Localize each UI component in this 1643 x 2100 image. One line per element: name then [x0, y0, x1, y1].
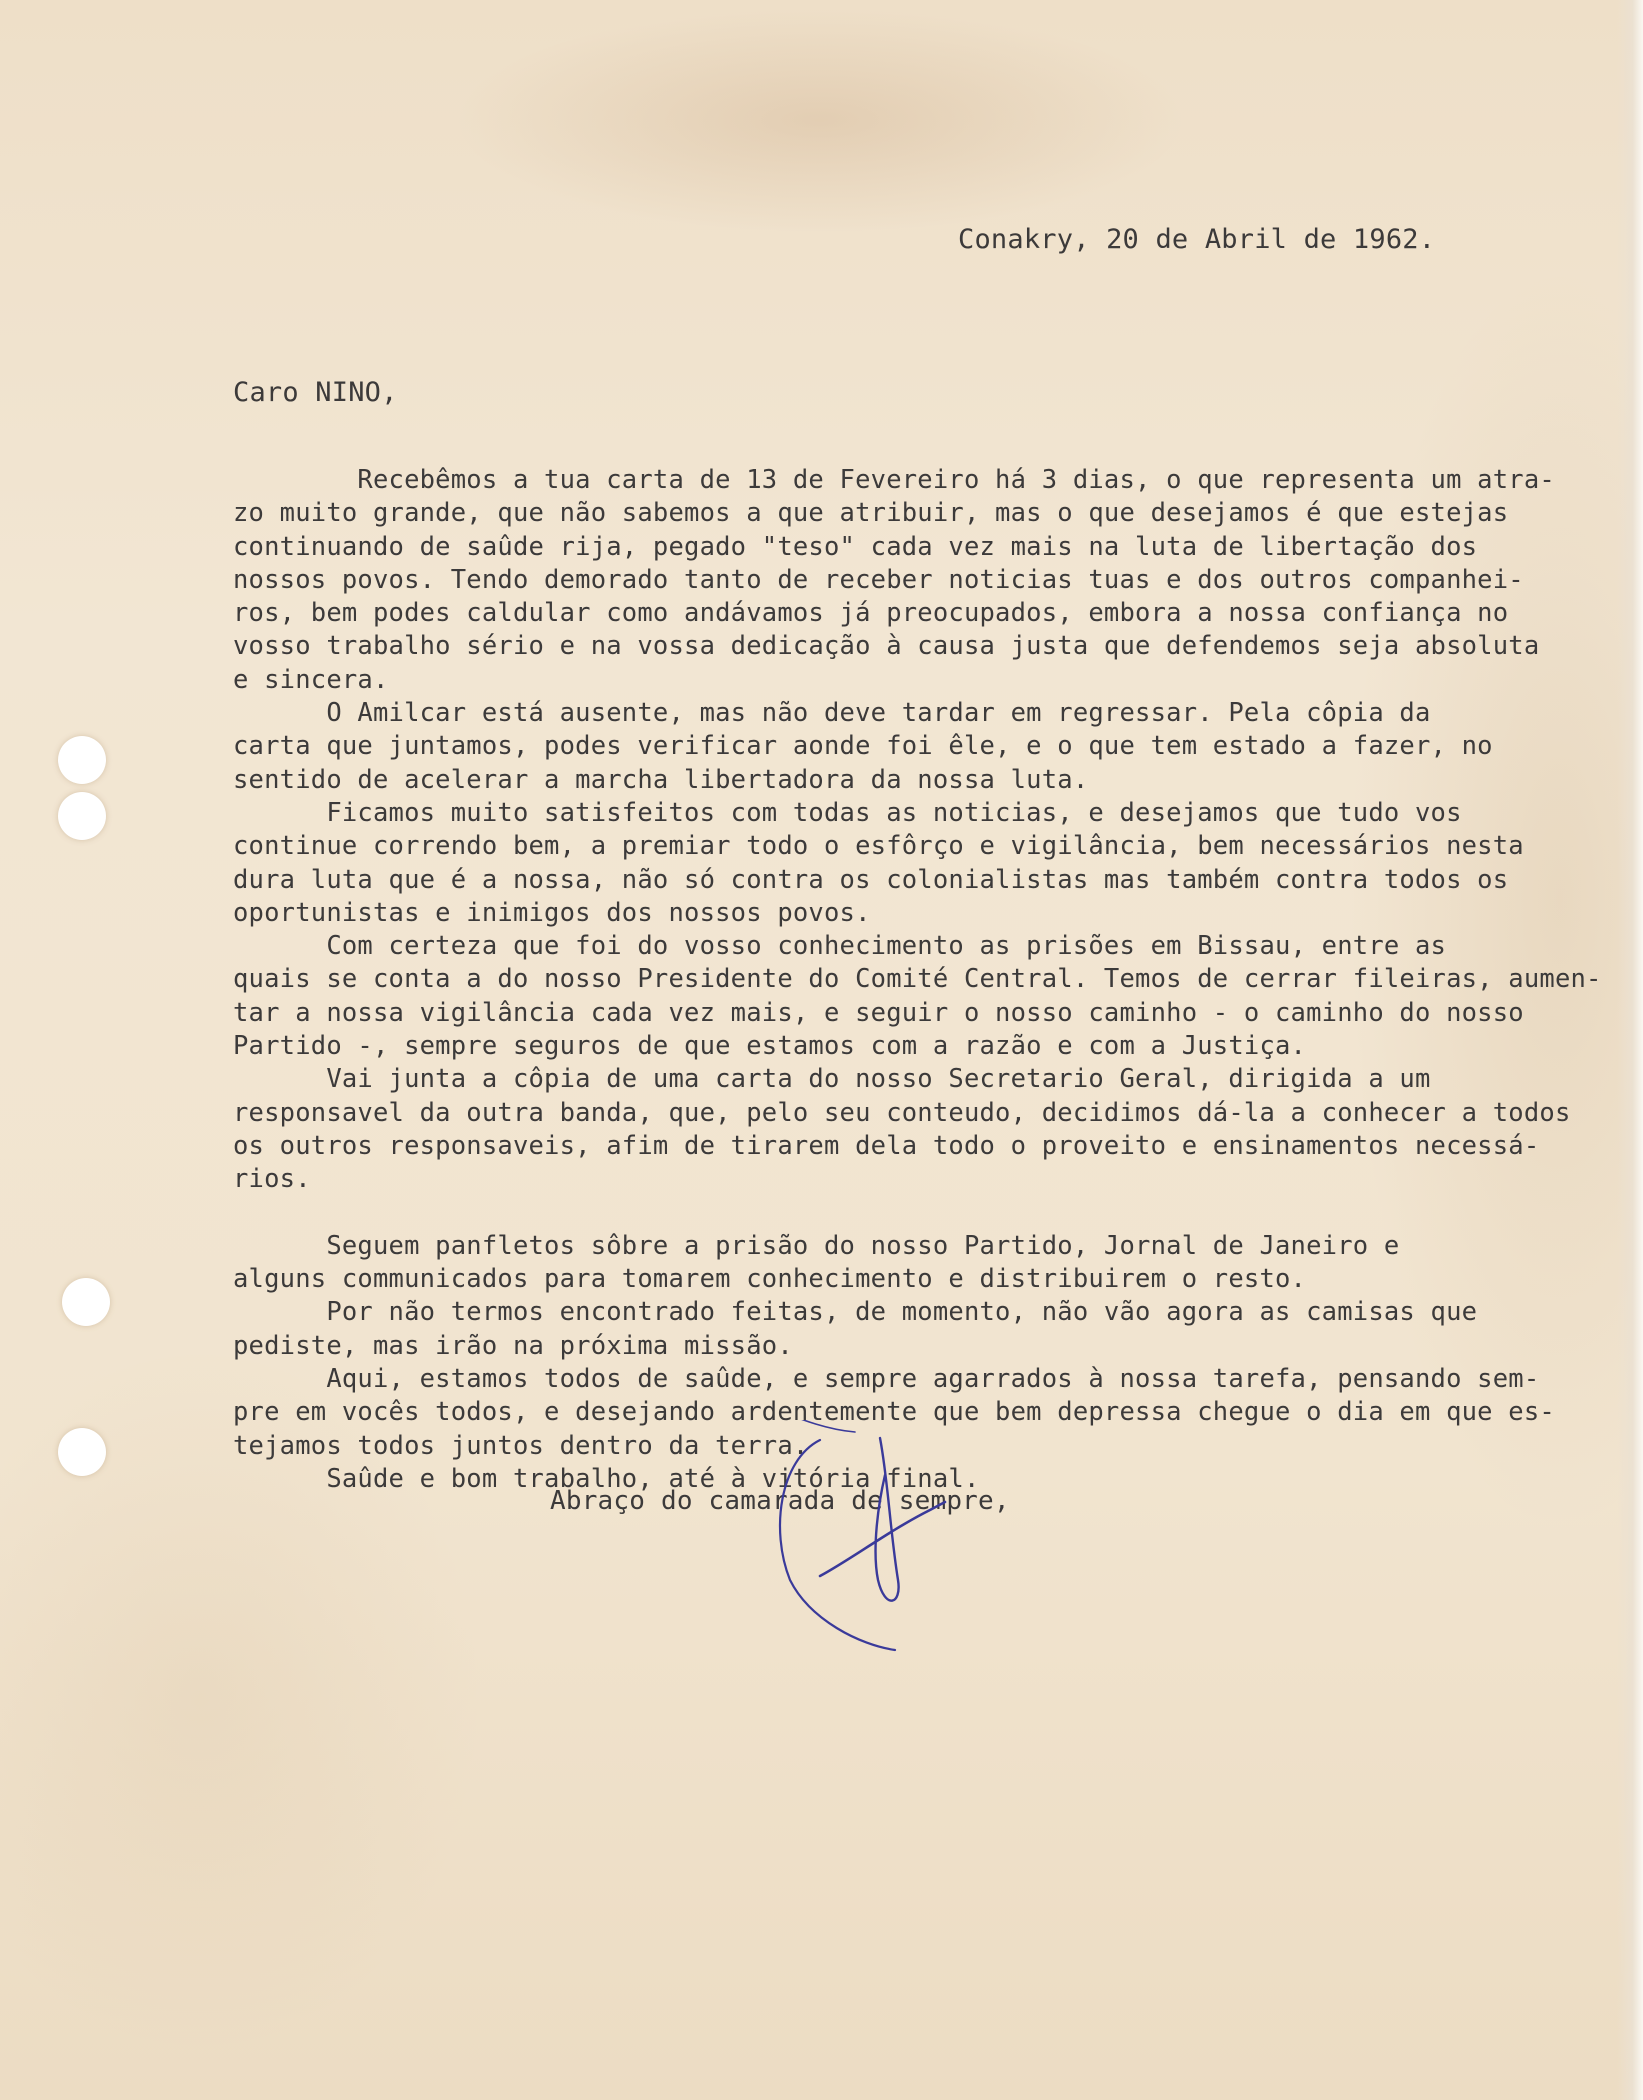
closing: Abraço do camarada de sempre,: [550, 1486, 1010, 1516]
punch-hole-4: [58, 1428, 106, 1476]
body-line: Partido -, sempre seguros de que estamos com a razão e com a Justiça.: [233, 1031, 1307, 1062]
body-line: continue correndo bem, a premiar todo o esfôrço e vigilância, bem necessários nesta: [233, 831, 1524, 862]
body-line: zo muito grande, que não sabemos a que atribuir, mas o que desejamos é que estejas: [233, 498, 1509, 529]
body-line: rios.: [233, 1164, 311, 1195]
body-line: carta que juntamos, podes verificar aonde foi êle, e o que tem estado a fazer, no: [233, 731, 1493, 762]
body-line: Com certeza que foi do vosso conhecimento as prisões em Bissau, entre as: [233, 931, 1447, 962]
body-line: pre em vocês todos, e desejando ardentemente que bem depressa chegue o dia em que es-: [233, 1397, 1555, 1428]
page-edge: [1617, 0, 1643, 2100]
body-line: tar a nossa vigilância cada vez mais, e seguir o nosso caminho - o caminho do nosso: [233, 997, 1524, 1028]
body-line: quais se conta a do nosso Presidente do Comité Central. Temos de cerrar fileiras, aumen-: [233, 964, 1602, 995]
handwritten-signature: [760, 1420, 1000, 1660]
body-line: nossos povos. Tendo demorado tanto de receber noticias tuas e dos outros companhei-: [233, 564, 1524, 595]
body-line: O Amilcar está ausente, mas não deve tardar em regressar. Pela côpia da: [233, 698, 1431, 729]
body-line: pediste, mas irão na próxima missão.: [233, 1330, 793, 1361]
body-line: oportunistas e inimigos dos nossos povos.: [233, 897, 871, 928]
body-line: Vai junta a côpia de uma carta do nosso Secretario Geral, dirigida a um: [233, 1064, 1431, 1095]
body-line: Saûde e bom trabalho, até à vitória final.: [233, 1463, 980, 1494]
body-line: [233, 1197, 1603, 1230]
body-line: responsavel da outra banda, que, pelo seu conteudo, decidimos dá-la a conhecer a todos: [233, 1097, 1571, 1128]
body-line: Recebêmos a tua carta de 13 de Fevereiro há 3 dias, o que representa um atra-: [233, 465, 1555, 495]
body-line: continuando de saûde rija, pegado "teso" cada vez mais na luta de libertação dos: [233, 531, 1478, 562]
body-line: ros, bem podes caldular como andávamos já preocupados, embora a nossa confiança no: [233, 598, 1509, 629]
body-line: e sincera.: [233, 664, 389, 695]
punch-hole-2: [58, 792, 106, 840]
dateline: Conakry, 20 de Abril de 1962.: [958, 224, 1436, 255]
body-line: Aqui, estamos todos de saûde, e sempre agarrados à nossa tarefa, pensando sem-: [233, 1364, 1540, 1395]
punch-hole-3: [62, 1278, 110, 1326]
punch-hole-1: [58, 736, 106, 784]
body-line: vosso trabalho sério e na vossa dedicação à causa justa que defendemos seja absoluta: [233, 631, 1540, 662]
body-line: Ficamos muito satisfeitos com todas as noticias, e desejamos que tudo vos: [233, 797, 1462, 828]
body-line: Seguem panfletos sôbre a prisão do nosso Partido, Jornal de Janeiro e: [233, 1230, 1400, 1261]
body-line: alguns communicados para tomarem conhecimento e distribuirem o resto.: [233, 1264, 1307, 1295]
body-line: os outros responsaveis, afim de tirarem dela todo o proveito e ensinamentos necessá-: [233, 1130, 1540, 1161]
body-line: tejamos todos juntos dentro da terra.: [233, 1430, 809, 1461]
body-line: Por não termos encontrado feitas, de momento, não vão agora as camisas que: [233, 1297, 1478, 1328]
body-line: dura luta que é a nossa, não só contra os colonialistas mas também contra todos os: [233, 864, 1509, 895]
salutation: Caro NINO,: [233, 377, 398, 408]
body-line: sentido de acelerar a marcha libertadora da nossa luta.: [233, 764, 1089, 795]
letter-body: [233, 464, 1603, 1496]
